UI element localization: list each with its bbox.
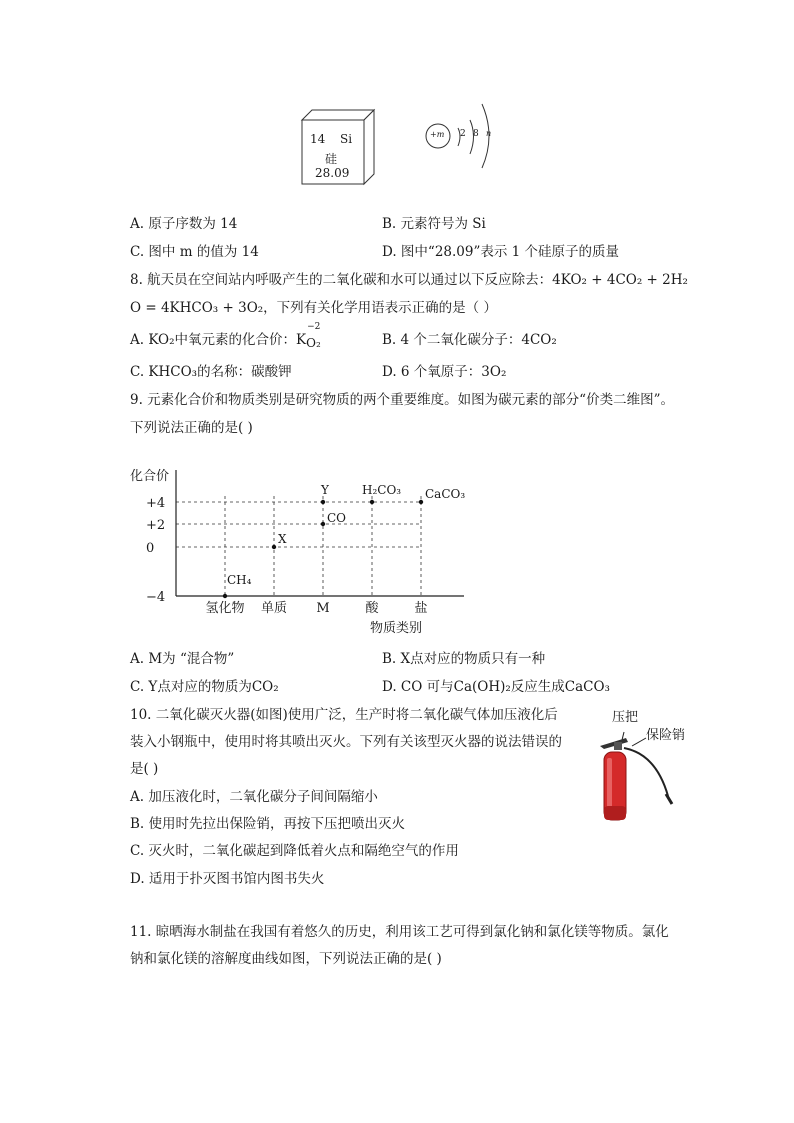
chart-point: [419, 500, 423, 504]
chart-y-tick-label: −4: [146, 590, 166, 605]
chart-point-label: CaCO₃: [425, 487, 466, 501]
q10-option-d: D. 适用于扑灭图书馆内图书失火: [130, 871, 325, 887]
q10-option-c: C. 灭火时，二氧化碳起到降低着火点和隔绝空气的作用: [130, 843, 459, 859]
chart-y-tick-label: +4: [146, 496, 166, 511]
chart-x-tick-label: 酸: [365, 601, 379, 616]
chart-point-label: CO: [327, 511, 347, 525]
q10-stem-line2: 装入小钢瓶中，使用时将其喷出灭火。下列有关该型灭火器的说法错误的: [130, 734, 562, 750]
q8-option-c: C. KHCO₃的名称：碳酸钾: [130, 364, 292, 380]
valence-class-chart: [124, 460, 484, 640]
chart-point: [272, 545, 276, 549]
chart-y-label: 化合价: [130, 469, 170, 484]
atom-shell-3: n: [486, 129, 492, 138]
chart-point-label: X: [278, 532, 287, 546]
chart-point-label: CH₄: [227, 573, 252, 587]
chart-point: [321, 500, 325, 504]
q8-formula-o2-group: [306, 322, 321, 350]
chart-x-tick-label: M: [316, 601, 330, 616]
q10-option-a: A. 加压液化时，二氧化碳分子间间隔缩小: [130, 789, 378, 805]
q8-option-d: D. 6 个氧原子：3O₂: [382, 364, 507, 380]
q9-stem-line2: 下列说法正确的是( ): [130, 420, 253, 436]
element-mass: 28.09: [315, 166, 350, 180]
q8-option-a-formula: [296, 322, 321, 350]
chart-x-tick-label: 氢化物: [205, 601, 245, 616]
q8-option-b: B. 4 个二氧化碳分子：4CO₂: [382, 332, 557, 348]
chart-point-label: Y: [321, 483, 329, 497]
q7-option-c: C. 图中 m 的值为 14: [130, 244, 259, 260]
chart-x-tick-label: 盐: [414, 601, 428, 616]
q10-stem-line3: 是( ): [130, 761, 159, 777]
element-atomic-number: 14: [310, 132, 326, 146]
q11-stem-line2: 钠和氯化镁的溶解度曲线如图，下列说法正确的是( ): [130, 951, 442, 967]
chart-x-label: 物质类别: [370, 621, 423, 636]
q8-formula-o2: O₂: [306, 336, 321, 350]
label-pin: 保险销: [646, 728, 686, 743]
chart-y-tick-label: 0: [146, 541, 155, 556]
q11-stem-line1: 11. 晾晒海水制盐在我国有着悠久的历史，利用该工艺可得到氯化钠和氯化镁等物质。氯化: [130, 924, 669, 940]
q9-stem-line1: 9. 元素化合价和物质类别是研究物质的两个重要维度。如图为碳元素的部分“价类二维图”。: [130, 392, 674, 408]
q10-stem-line1: 10. 二氧化碳灭火器(如图)使用广泛，生产时将二氧化碳气体加压液化后: [130, 707, 558, 723]
chart-point: [223, 594, 227, 598]
q8-formula-valence: −2: [307, 322, 321, 332]
element-symbol: Si: [340, 132, 353, 146]
q7-option-d: D. 图中“28.09”表示 1 个硅原子的质量: [382, 244, 620, 260]
atom-structure-diagram: [420, 96, 500, 176]
q8-formula-k: K: [296, 332, 307, 348]
atom-nucleus-label: +m: [430, 130, 445, 139]
element-name: 硅: [325, 152, 338, 166]
q8-stem-line1: 8. 航天员在空间站内呼吸产生的二氧化碳和水可以通过以下反应除去：4KO₂ + 4CO₂ + 2H₂: [130, 272, 688, 288]
fire-extinguisher-figure: [596, 702, 706, 824]
q7-option-b: B. 元素符号为 Si: [382, 216, 486, 232]
chart-x-tick-label: 单质: [260, 601, 288, 616]
label-handle: 压把: [612, 710, 639, 725]
q9-option-a: A. M为 “混合物”: [130, 651, 235, 667]
atom-shell-2: 8: [473, 129, 479, 139]
chart-y-tick-label: +2: [146, 518, 166, 533]
q7-option-a: A. 原子序数为 14: [130, 216, 238, 232]
chart-point: [321, 522, 325, 526]
q8-option-a: [130, 322, 321, 350]
q9-option-d: D. CO 可与Ca(OH)₂反应生成CaCO₃: [382, 679, 610, 695]
q9-option-c: C. Y点对应的物质为CO₂: [130, 679, 279, 695]
chart-point-label: H₂CO₃: [362, 483, 402, 497]
element-card-figure: [298, 106, 380, 188]
atom-shell-1: 2: [460, 129, 466, 139]
q8-option-a-text: A. KO₂中氧元素的化合价：: [130, 332, 297, 348]
chart-point: [370, 500, 374, 504]
q10-option-b: B. 使用时先拉出保险销，再按下压把喷出灭火: [130, 816, 406, 832]
q9-option-b: B. X点对应的物质只有一种: [382, 651, 546, 667]
q8-stem-line2: O = 4KHCO₃ + 3O₂，下列有关化学用语表示正确的是（ ）: [130, 300, 497, 316]
